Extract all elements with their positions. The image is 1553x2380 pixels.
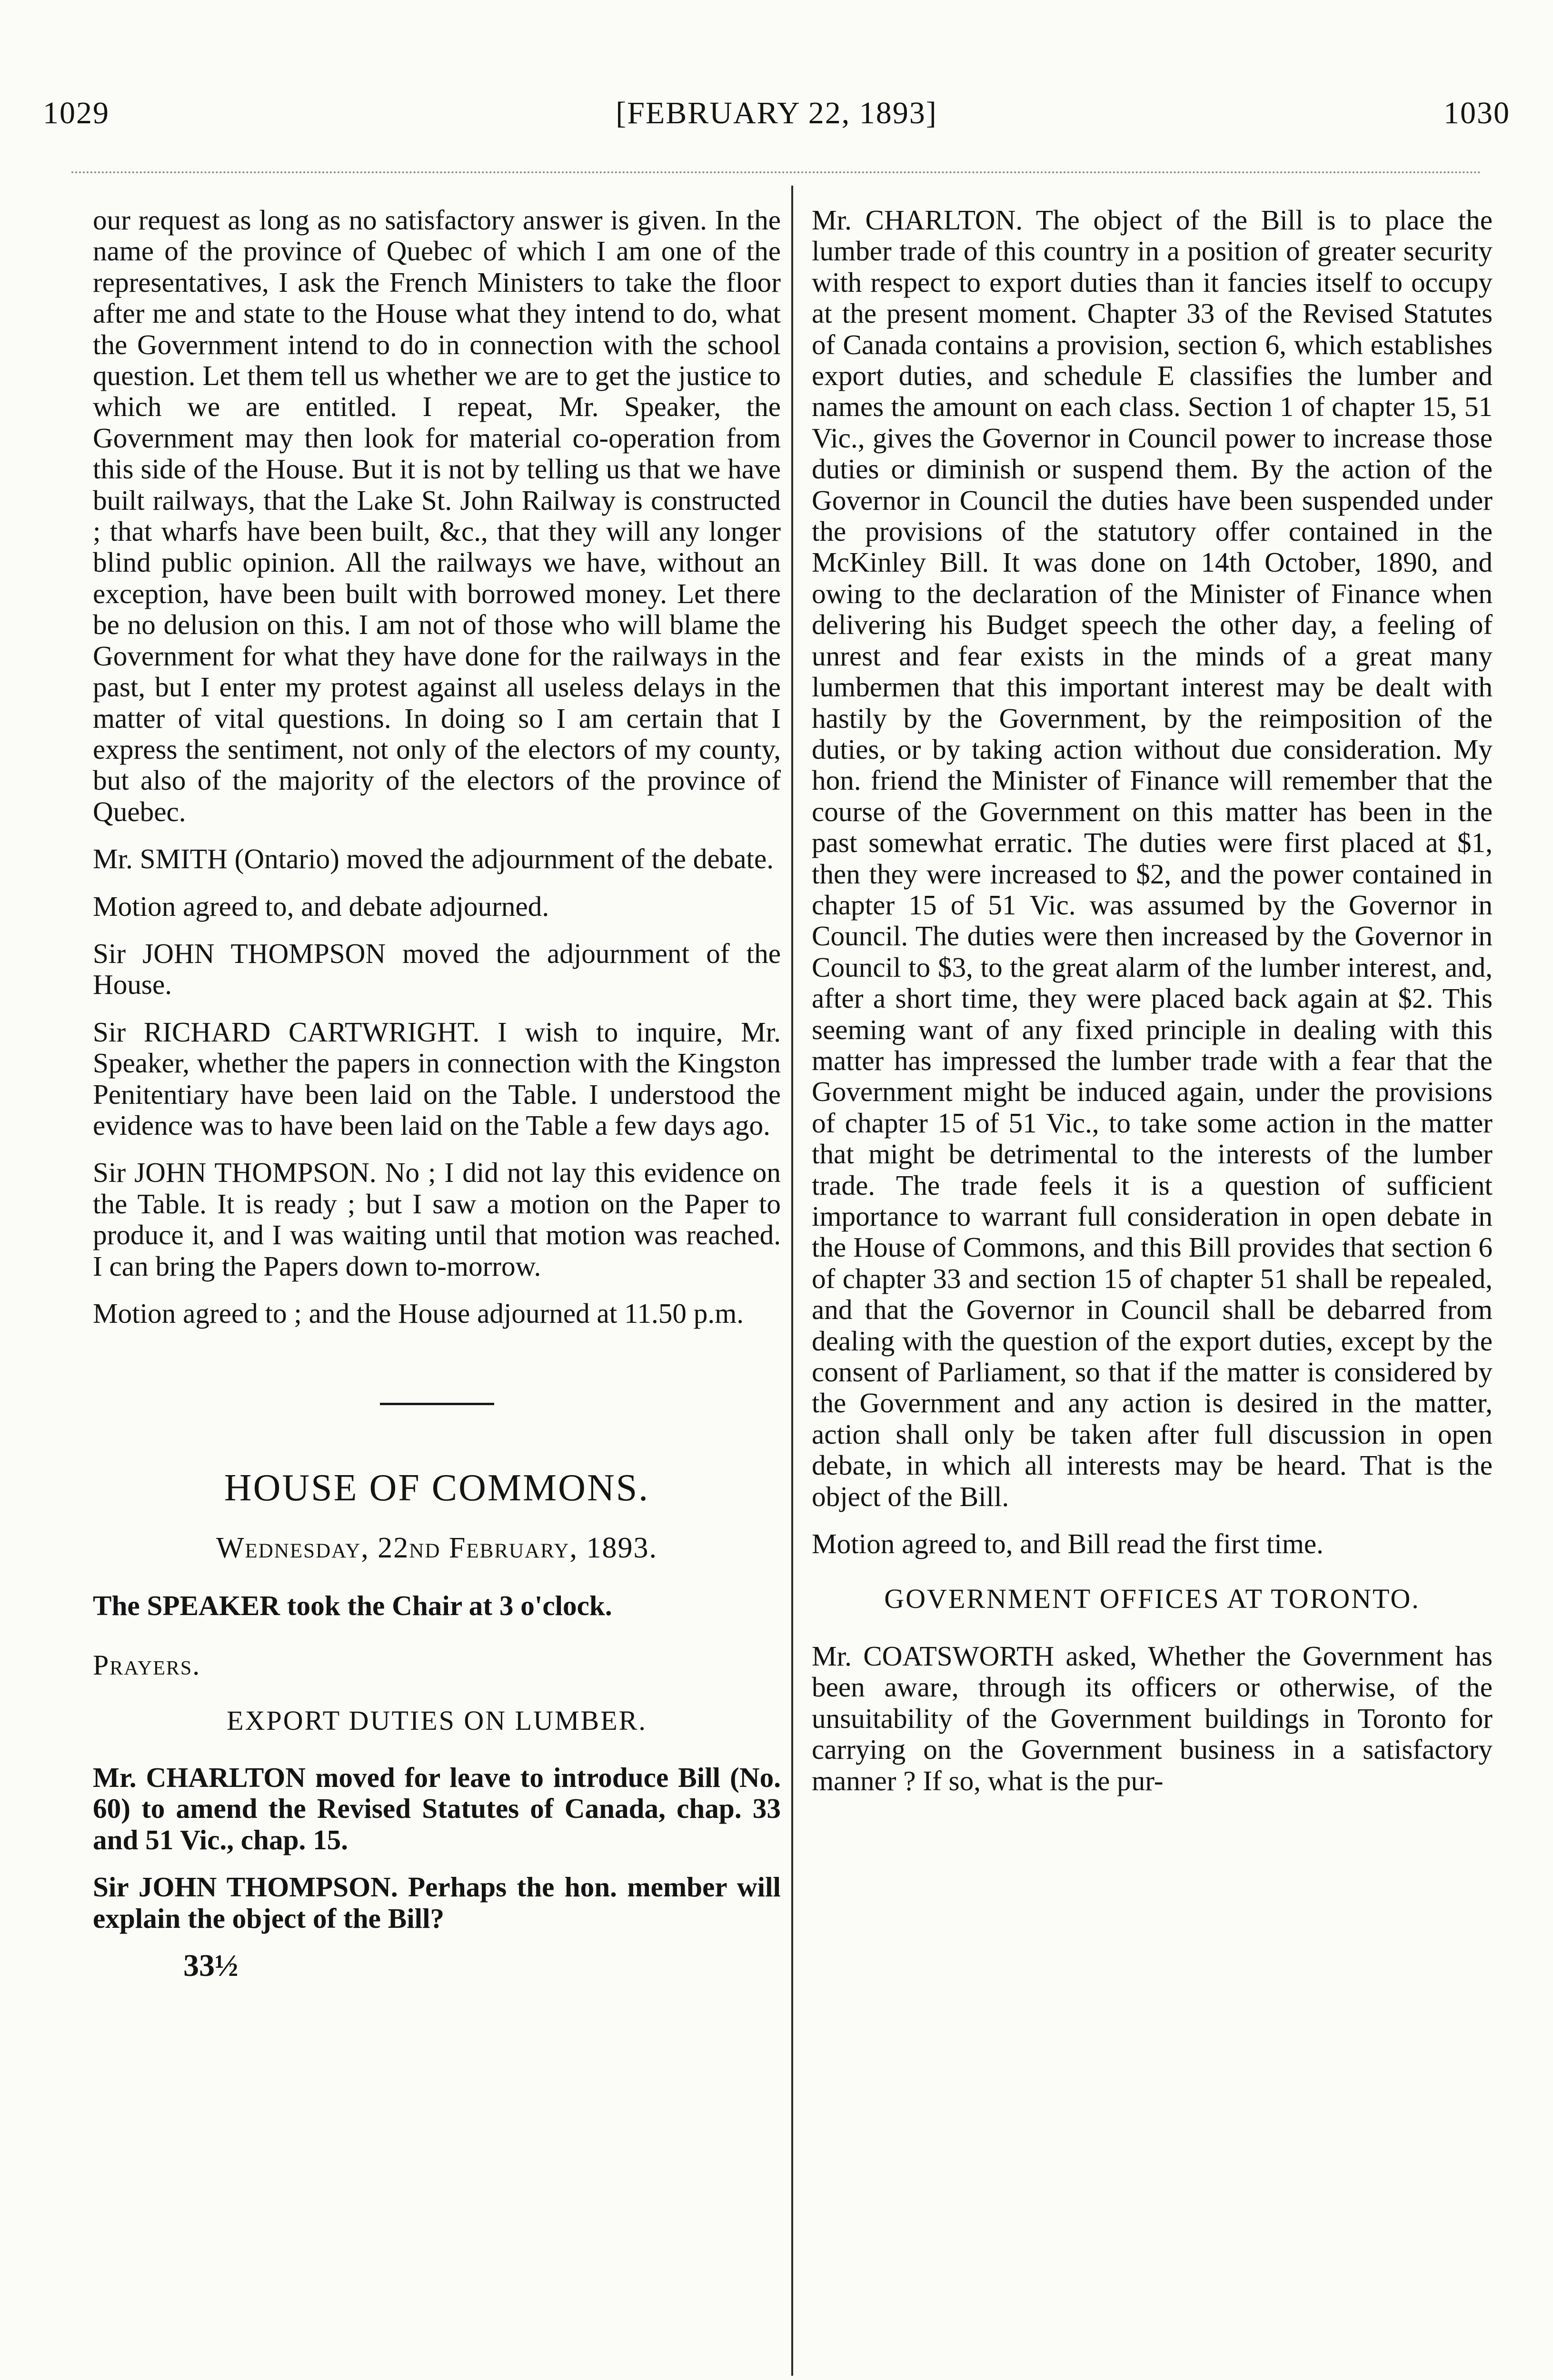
page-number-right: 1030	[1443, 96, 1510, 130]
sitting-date: Wednesday, 22nd February, 1893.	[216, 1532, 657, 1565]
left-paragraph-3: Motion agreed to, and debate adjourned.	[93, 890, 549, 922]
subheading-government-offices: GOVERNMENT OFFICES AT TORONTO.	[884, 1583, 1420, 1615]
header-rule	[71, 171, 1482, 173]
right-paragraph-1: Mr. CHARLTON. The object of the Bill is to place the lumber trade of this country in a position of greater security with respect to export duties than it fancies itself to occupy at the present moment. Chapter 33 of the Revised Statutes of Canada contains a provision, section 6, which establishes export duties, and schedule E classifies the lumber and names the amount on each class. Section 1 of chapter 15, 51 Vic., gives the Governor in Council power to increase those duties or diminish or suspend them. By the action of the Governor in Council the duties have been suspended under the provisions of the statutory offer contained in the McKinley Bill. It was done on 14th October, 1890, and owing to the declaration of the Minister of Finance when delivering his Budget speech the other day, a feeling of unrest and fear exists in the minds of a great many lumbermen that this important interest may be dealt with hastily by the Government, by the reimposition of the duties, or by taking action without due consideration. My hon. friend the Minister of Finance will remember that the course of the Government on this matter has been in the past somewhat erratic. The duties were first placed at $1, then they were increased to $2, and the power contained in chapter 15 of 51 Vic. was assumed by the Governor in Council. The duties were then increased by the Governor in Council to $3, to the great alarm of the lumber interest, and, after a short time, they were placed back again at $2. This seeming want of any fixed principle in dealing with this matter has impressed the lumber trade with a fear that the Government might be induced again, under the provisions of chapter 15 of 51 Vic., to take some action in the matter that might be detrimental to the interests of the lumber trade. The trade feels it is a question of sufficient importance to warrant full consideration in open debate in the House of Commons, and this Bill provides that section 6 of chapter 33 and section 15 of chapter 51 shall be repealed, and that the Governor in Council shall be debarred from dealing with the question of the export duties, except by the consent of Parliament, so that if the matter is considered by the Government and any action is desired in the matter, action shall only be taken after full discussion in open debate, in which all interests may be heard. That is the object of the Bill.	[812, 204, 1493, 1512]
left-paragraph-6: Sir JOHN THOMPSON. No ; I did not lay this evidence on the Table. It is ready ; but I saw a motion on the Paper to produce it, and I was waiting until that motion was reached. I can bring the Papers down to-morrow.	[93, 1157, 781, 1282]
left-paragraph-7: Motion agreed to ; and the House adjourned at 11.50 p.m.	[93, 1298, 744, 1329]
left-column	[93, 205, 781, 1981]
prayers-heading: Prayers.	[93, 1649, 201, 1681]
column-divider	[791, 186, 793, 2376]
right-paragraph-3: Mr. COATSWORTH asked, Whether the Government has been aware, through its officers or otherwise, of the unsuitability of the Government buildings in Toronto for carrying on the Government business in a satisfactory manner ? If so, what is the pur-	[812, 1640, 1493, 1796]
left-paragraph-8: Mr. CHARLTON moved for leave to introduce Bill (No. 60) to amend the Revised Statutes of Canada, chap. 33 and 51 Vic., chap. 15.	[93, 1762, 781, 1855]
house-heading: HOUSE OF COMMONS.	[224, 1467, 650, 1509]
subheading-export-duties: EXPORT DUTIES ON LUMBER.	[227, 1705, 647, 1736]
right-paragraph-2: Motion agreed to, and Bill read the first time.	[812, 1528, 1324, 1560]
speaker-line: The SPEAKER took the Chair at 3 o'clock.	[93, 1589, 612, 1621]
section-rule	[380, 1403, 494, 1405]
left-paragraph-1: our request as long as no satisfactory answer is given. In the name of the province of Quebec of which I am one of the representatives, I ask the French Ministers to take the floor after me and state to the House what they intend to do, what the Government intend to do in connection with the school question. Let them tell us whether we are to get the justice to which we are entitled. I repeat, Mr. Speaker, the Government may then look for material co-operation from this side of the House. But it is not by telling us that we have built railways, that the Lake St. John Railway is constructed ; that wharfs have been built, &c., that they will any longer blind public opinion. All the railways we have, without an exception, have been built with borrowed money. Let there be no delusion on this. I am not of those who will blame the Government for what they have done for the railways in the past, but I enter my protest against all useless delays in the matter of vital questions. In doing so I am certain that I express the sentiment, not only of the electors of my county, but also of the majority of the electors of the province of Quebec.	[93, 204, 781, 827]
left-paragraph-4: Sir JOHN THOMPSON moved the adjournment of the House.	[93, 937, 781, 1001]
header-date-title: [FEBRUARY 22, 1893]	[616, 96, 937, 130]
left-paragraph-5: Sir RICHARD CARTWRIGHT. I wish to inquire, Mr. Speaker, whether the papers in connection with the Kingston Penitentiary have been laid on the Table. I understood the evidence was to have been laid on the Table a few days ago.	[93, 1016, 781, 1141]
signature-mark: 33½	[183, 1948, 239, 1983]
left-paragraph-9: Sir JOHN THOMPSON. Perhaps the hon. member will explain the object of the Bill?	[93, 1871, 781, 1934]
page-header	[43, 95, 1510, 148]
page-number-left: 1029	[43, 96, 110, 130]
left-paragraph-2: Mr. SMITH (Ontario) moved the adjournment of the debate.	[93, 843, 774, 875]
right-column	[812, 205, 1493, 1813]
